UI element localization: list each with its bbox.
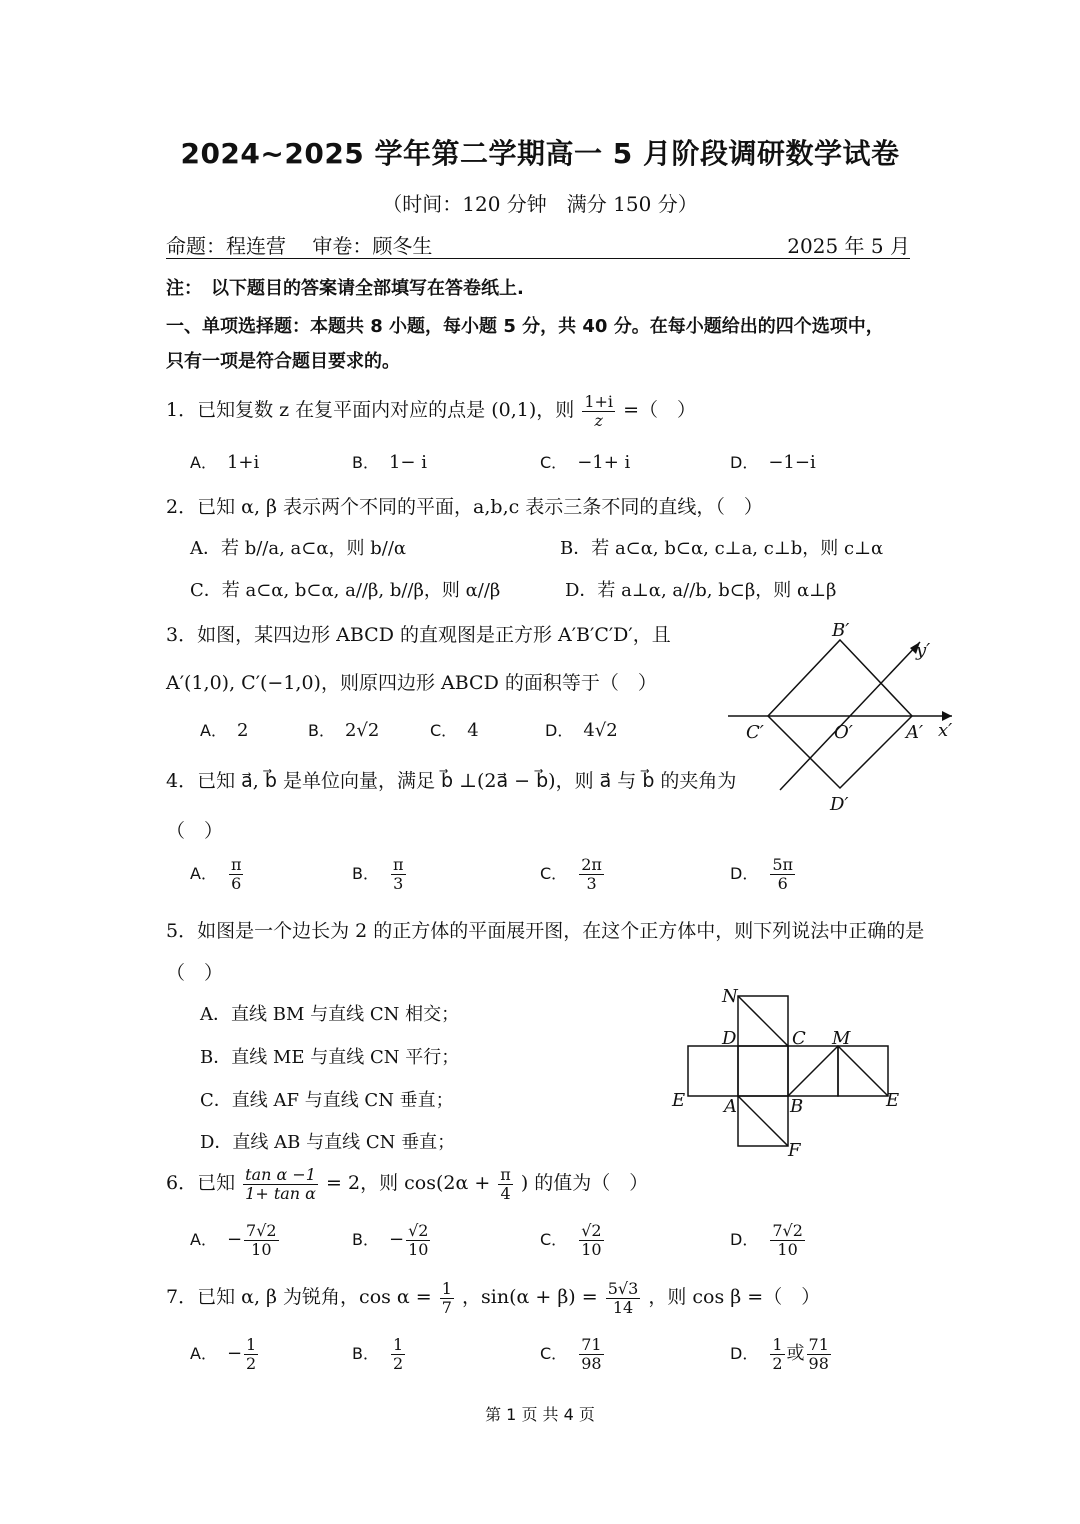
- q7-option-d: D． $\frac{1}{2}$ 或 $\frac{71}{98}$: [730, 1335, 829, 1373]
- q3-option-a: A． 2: [200, 720, 249, 741]
- q6-option-b: B． − $\frac{√2}{10}$: [352, 1221, 429, 1259]
- net-face-center: [738, 1046, 788, 1096]
- section-heading: 一、单项选择题：本题共 8 小题，每小题 5 分，共 40 分。在每小题给出的四个选项中，: [166, 316, 884, 337]
- question-2: 2．已知 α, β 表示两个不同的平面，a,b,c 表示三条不同的直线，（ ）: [166, 496, 763, 518]
- label-m: M: [832, 1028, 851, 1049]
- question-5: 5．如图是一个边长为 2 的正方体的平面展开图，在这个正方体中，则下列说法中正确的是: [166, 920, 925, 942]
- q1-option-b: B． 1− i: [352, 452, 427, 473]
- exam-date: 2025 年 5 月: [787, 234, 910, 258]
- label-a: A′: [906, 722, 924, 743]
- diagonal-me: [838, 1046, 888, 1096]
- exam-subtitle: （时间：120 分钟 满分 150 分）: [382, 192, 698, 216]
- diagonal-af: [738, 1096, 788, 1146]
- q3-square-figure: [720, 620, 970, 820]
- q7-option-c: C． $\frac{71}{98}$: [540, 1335, 602, 1373]
- q1-frac-num: 1+i: [584, 392, 614, 411]
- q5-option-d: D．直线 AB 与直线 CN 垂直；: [200, 1132, 456, 1153]
- label-b: B: [790, 1096, 804, 1117]
- q3-option-c: C． 4: [430, 720, 479, 741]
- diagonal-nc: [738, 996, 788, 1046]
- section-heading-cont: 只有一项是符合题目要求的。: [166, 351, 400, 372]
- q2-option-b: B．若 a⊂α, b⊂α, c⊥a, c⊥b，则 c⊥α: [560, 538, 884, 559]
- q1-frac-den: z: [594, 410, 603, 430]
- label-y: y′: [916, 640, 931, 661]
- q2-option-d: D．若 a⊥α, a//b, b⊂β，则 α⊥β: [565, 580, 837, 601]
- label-e-left: E: [672, 1090, 686, 1111]
- q6-option-a: A． − $\frac{7√2}{10}$: [190, 1221, 277, 1259]
- label-d: D: [722, 1028, 737, 1049]
- net-face-left: [688, 1046, 738, 1096]
- label-e-right: E: [886, 1090, 900, 1111]
- q3-option-d: D． 4√2: [545, 720, 618, 741]
- question-6: 6．已知 $\frac{\text{tan α −1}}{\text{1+ tan α}}$ = 2，则 cos(2α + $\frac{\pi}{4}$ ) 的值为（ ）: [166, 1165, 649, 1203]
- q4-option-d: D． $\frac{5\pi}{6}$: [730, 855, 794, 893]
- q1-fraction: [582, 393, 615, 429]
- q5-option-b: B．直线 ME 与直线 CN 平行；: [200, 1047, 460, 1068]
- q1-option-d: D． −1−i: [730, 452, 816, 473]
- q7-option-b: B． $\frac{1}{2}$: [352, 1335, 404, 1373]
- q2-option-a: A．若 b//a, a⊂α，则 b//α: [190, 538, 407, 559]
- q2-option-c: C．若 a⊂α, b⊂α, a//β, b//β，则 α//β: [190, 580, 501, 601]
- q6-option-d: D． $\frac{7√2}{10}$: [730, 1221, 803, 1259]
- label-x: x′: [938, 720, 953, 741]
- q4-option-c: C． $\frac{2\pi}{3}$: [540, 855, 602, 893]
- question-5-cont: （ ）: [166, 962, 224, 984]
- question-7: 7．已知 α, β 为锐角，cos α = $\frac{1}{7}$ ，sin(α + β) = $\frac{5√3}{14}$ ，则 cos β =（ ）: [166, 1279, 821, 1317]
- exam-title: 2024~2025 学年第二学期高一 5 月阶段调研数学试卷: [180, 137, 900, 170]
- diagonal-bm: [788, 1046, 838, 1096]
- author-line: [166, 230, 910, 259]
- q1-stem: 1．已知复数 z 在复平面内对应的点是 (0,1)，则: [166, 399, 575, 422]
- q6-fraction: $\frac{\text{tan α −1}}{\text{1+ tan α}}$: [245, 1165, 316, 1203]
- q5-option-a: A．直线 BM 与直线 CN 相交；: [200, 1004, 460, 1025]
- authors: 命题：程连营 审卷：顾冬生: [166, 234, 433, 258]
- label-c: C: [792, 1028, 806, 1049]
- label-d: D′: [830, 794, 849, 815]
- label-n: N: [722, 986, 738, 1007]
- q4-option-a: A． $\frac{\pi}{6}$: [190, 855, 242, 893]
- question-1: [166, 393, 696, 429]
- q7-sin-fraction: $\frac{5√3}{14}$: [607, 1279, 639, 1317]
- q6-pi-fraction: $\frac{\pi}{4}$: [500, 1165, 511, 1203]
- q5-cube-net-figure: [668, 982, 918, 1162]
- q4-option-b: B． $\frac{\pi}{3}$: [352, 855, 404, 893]
- label-o: O′: [834, 722, 853, 743]
- label-b: B′: [832, 620, 850, 641]
- question-4-cont: （ ）: [166, 820, 224, 842]
- q1-option-a: A． 1+i: [190, 452, 260, 473]
- question-3-cont: A′(1,0), C′(−1,0)，则原四边形 ABCD 的面积等于（ ）: [166, 672, 657, 694]
- q3-option-b: B． 2√2: [308, 720, 380, 741]
- q1-stem-end: =（ ）: [623, 399, 696, 422]
- label-f: F: [788, 1140, 801, 1161]
- answer-note: 注： 以下题目的答案请全部填写在答卷纸上.: [166, 278, 524, 299]
- q1-option-c: C． −1+ i: [540, 452, 631, 473]
- question-4: 4．已知 a⃗, b⃗ 是单位向量，满足 b⃗ ⊥(2a⃗ − b⃗)，则 a⃗ 与 b⃗ 的夹角为: [166, 770, 737, 792]
- label-a: A: [724, 1096, 737, 1117]
- q7-option-a: A． − $\frac{1}{2}$: [190, 1335, 257, 1373]
- q7-cos-fraction: $\frac{1}{7}$: [441, 1279, 452, 1317]
- q6-option-c: C． $\frac{√2}{10}$: [540, 1221, 602, 1259]
- q5-option-c: C．直线 AF 与直线 CN 垂直；: [200, 1090, 454, 1111]
- question-3: 3．如图，某四边形 ABCD 的直观图是正方形 A′B′C′D′，且: [166, 624, 671, 646]
- label-c: C′: [746, 722, 764, 743]
- page-number: 第 1 页 共 4 页: [485, 1405, 595, 1424]
- square-abcd: [768, 640, 912, 788]
